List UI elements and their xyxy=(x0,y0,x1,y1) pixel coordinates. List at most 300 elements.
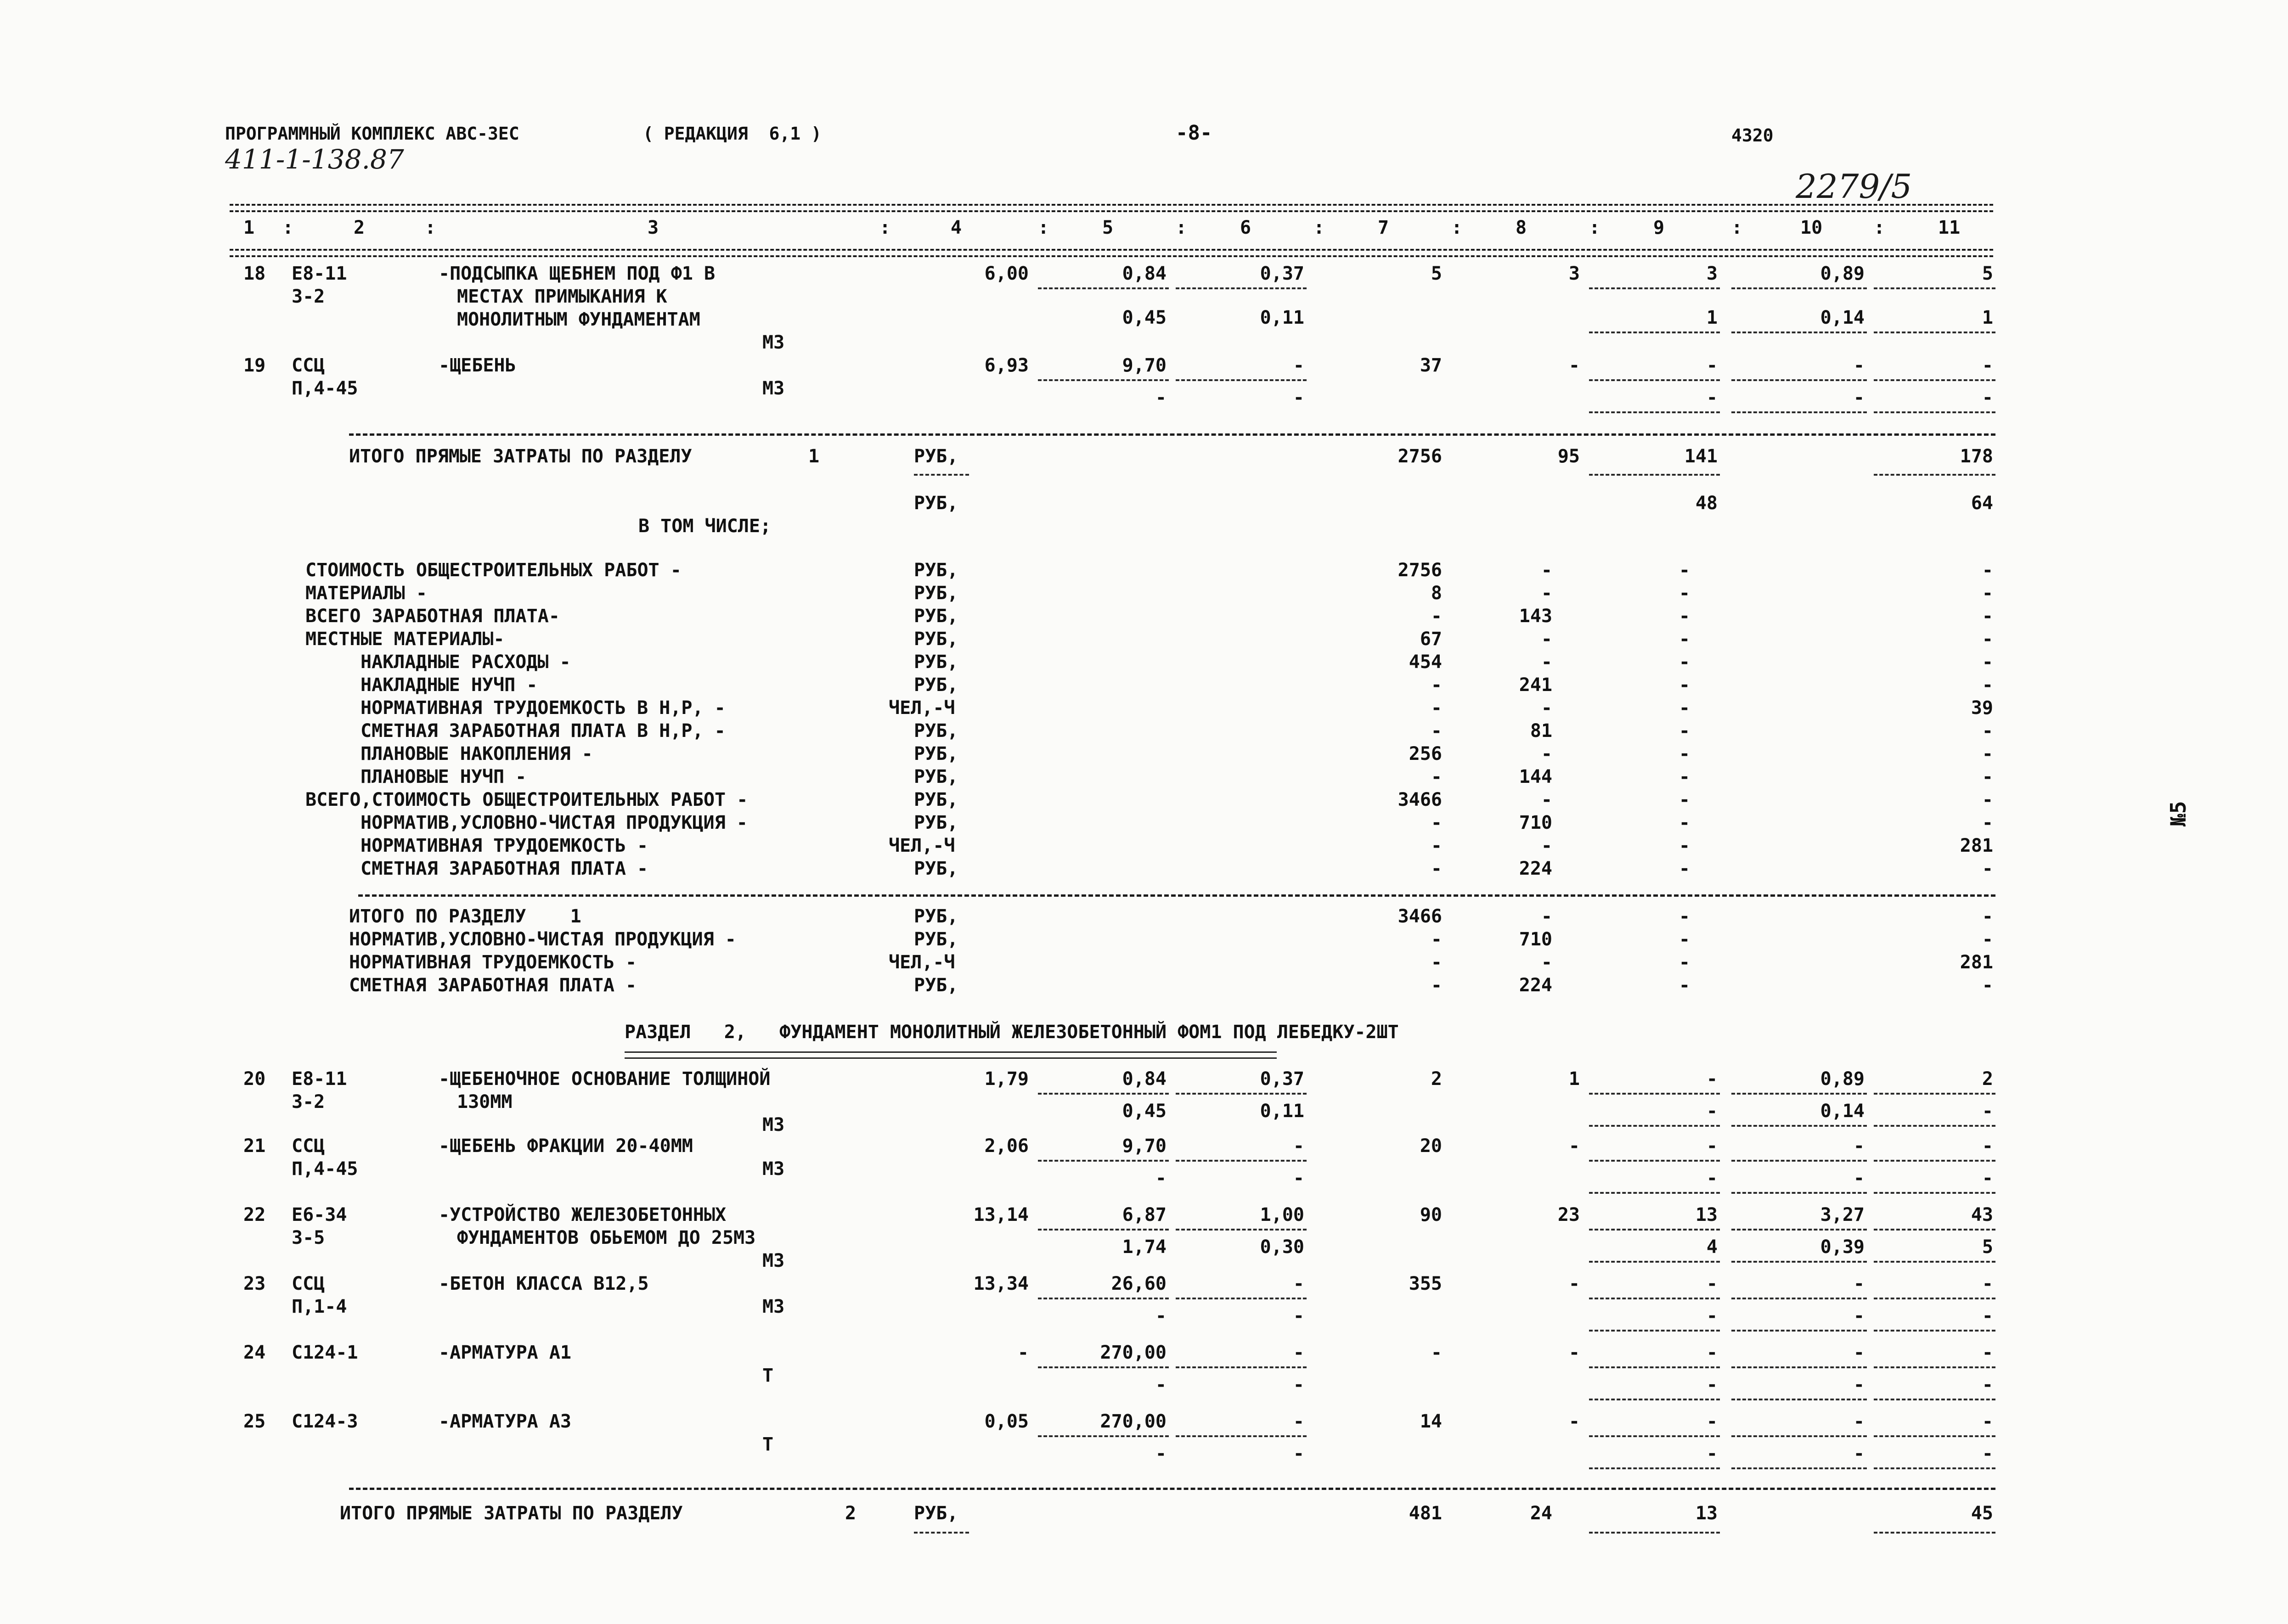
row-unit: М3 xyxy=(762,1296,785,1317)
column-header-11: 11 xyxy=(1938,217,1961,238)
cell-col10: 3,27 xyxy=(1820,1204,1865,1225)
breakdown-col9: - xyxy=(1679,674,1690,696)
breakdown-unit: РУБ, xyxy=(914,629,958,650)
total2-col7: 481 xyxy=(1409,1503,1442,1524)
cell-col6: - xyxy=(1293,1342,1304,1363)
dashed-underline xyxy=(1731,1261,1867,1263)
row-description: МОНОЛИТНЫМ ФУНДАМЕНТАМ xyxy=(457,309,700,330)
dashed-underline xyxy=(1589,1125,1720,1127)
cell-col9-sub: 4 xyxy=(1706,1236,1718,1258)
breakdown-unit: РУБ, xyxy=(914,583,958,604)
total-rule-top xyxy=(349,433,1995,436)
cell-col7: 20 xyxy=(1420,1135,1442,1157)
row-number: 25 xyxy=(243,1411,266,1432)
breakdown-col7: - xyxy=(1431,858,1442,879)
row-description: МЕСТАХ ПРИМЫКАНИЯ К xyxy=(457,286,667,307)
cell-col4: 13,34 xyxy=(973,1273,1029,1294)
section-total-col11: - xyxy=(1982,929,1993,950)
cell-col5-sub: 0,45 xyxy=(1122,307,1167,328)
cell-col6-sub: - xyxy=(1293,387,1304,408)
total2-section: 2 xyxy=(845,1503,857,1524)
breakdown-unit: РУБ, xyxy=(914,789,958,810)
cell-col11: - xyxy=(1982,1273,1993,1294)
section-total-col11: - xyxy=(1982,906,1993,927)
breakdown-col8: - xyxy=(1541,652,1552,673)
breakdown-unit: ЧЕЛ,-Ч xyxy=(889,697,955,719)
total1-col9: 141 xyxy=(1684,446,1718,467)
cell-col10-sub: - xyxy=(1853,1305,1865,1326)
dashed-underline xyxy=(1176,1093,1307,1095)
cell-col11-sub: - xyxy=(1982,1374,1993,1395)
column-separator: : xyxy=(1038,217,1049,238)
dashed-underline xyxy=(1874,1330,1995,1332)
cell-col6: 0,37 xyxy=(1260,263,1304,284)
cell-col7: - xyxy=(1431,1342,1442,1363)
total2-unit: РУБ, xyxy=(914,1503,958,1524)
breakdown-unit: РУБ, xyxy=(914,766,958,787)
row-number: 20 xyxy=(243,1068,266,1090)
column-separator: : xyxy=(282,217,294,238)
cell-col4: 13,14 xyxy=(973,1204,1029,1225)
total1-col11-sub: 64 xyxy=(1971,493,1993,514)
breakdown-col9: - xyxy=(1679,812,1690,833)
total1-col11: 178 xyxy=(1960,446,1993,467)
breakdown-unit: РУБ, xyxy=(914,858,958,879)
breakdown-col9: - xyxy=(1679,743,1690,764)
row-unit: М3 xyxy=(762,378,785,399)
dashed-underline xyxy=(1176,379,1307,381)
cell-col8: 1 xyxy=(1568,1068,1580,1090)
cell-col5-sub: - xyxy=(1155,1374,1167,1395)
row-number: 24 xyxy=(243,1342,266,1363)
dashed-underline xyxy=(1731,1093,1867,1095)
section2-title: РАЗДЕЛ 2, ФУНДАМЕНТ МОНОЛИТНЫЙ ЖЕЛЕЗОБЕТОННЫЙ ФОМ1 ПОД ЛЕБЕДКУ-2ШТ xyxy=(625,1022,1399,1043)
cell-col6-sub: - xyxy=(1293,1305,1304,1326)
column-separator: : xyxy=(1451,217,1463,238)
breakdown-unit: РУБ, xyxy=(914,560,958,581)
dashed-underline xyxy=(1874,1435,1995,1437)
cell-col10-sub: 0,39 xyxy=(1820,1236,1865,1258)
row-description: -БЕТОН КЛАССА В12,5 xyxy=(439,1273,649,1294)
dashed-underline xyxy=(1589,1298,1720,1299)
breakdown-col7: - xyxy=(1431,697,1442,719)
total2-col11: 45 xyxy=(1971,1503,1993,1524)
breakdown-unit: РУБ, xyxy=(914,743,958,764)
breakdown-label: ПЛАНОВЫЕ НАКОПЛЕНИЯ - xyxy=(361,743,593,764)
cell-col9-sub: - xyxy=(1706,1168,1718,1189)
dashed-underline xyxy=(914,1532,969,1534)
dashed-underline xyxy=(1589,1261,1720,1263)
dashed-underline xyxy=(1731,1366,1867,1368)
row-unit: М3 xyxy=(762,1250,785,1271)
section-total-col9: - xyxy=(1679,906,1690,927)
column-header-6: 6 xyxy=(1240,217,1251,238)
cell-col8: 3 xyxy=(1568,263,1580,284)
dashed-underline xyxy=(1038,1229,1169,1231)
breakdown-col8: 710 xyxy=(1519,812,1552,833)
cell-col5-sub: - xyxy=(1155,1168,1167,1189)
breakdown-col9: - xyxy=(1679,697,1690,719)
row-description: -ЩЕБЕНЬ ФРАКЦИИ 20-40ММ xyxy=(439,1135,693,1157)
breakdown-col9: - xyxy=(1679,789,1690,810)
cell-col7: 14 xyxy=(1420,1411,1442,1432)
cell-col10-sub: - xyxy=(1853,1443,1865,1464)
breakdown-unit: РУБ, xyxy=(914,720,958,742)
section-total-rule xyxy=(358,894,1995,897)
dashed-underline xyxy=(1176,1298,1307,1299)
breakdown-col11: - xyxy=(1982,629,1993,650)
section-total-col11: - xyxy=(1982,975,1993,996)
cell-col11: 43 xyxy=(1971,1204,1993,1225)
edition-label: ( РЕДАКЦИЯ 6,1 ) xyxy=(643,124,822,144)
dashed-underline xyxy=(1589,1467,1720,1469)
breakdown-col9: - xyxy=(1679,560,1690,581)
row-code-sub: 3-2 xyxy=(292,286,325,307)
dashed-underline xyxy=(1589,1160,1720,1162)
dashed-underline xyxy=(1874,411,1995,413)
breakdown-col8: - xyxy=(1541,583,1552,604)
breakdown-col8: - xyxy=(1541,697,1552,719)
dashed-underline xyxy=(1874,1298,1995,1299)
cell-col5-sub: - xyxy=(1155,387,1167,408)
dashed-underline xyxy=(1874,1093,1995,1095)
cell-col11: 2 xyxy=(1982,1068,1993,1090)
cell-col9: - xyxy=(1706,1342,1718,1363)
cell-col8: - xyxy=(1568,355,1580,376)
breakdown-col9: - xyxy=(1679,835,1690,856)
cell-col11-sub: 1 xyxy=(1982,307,1993,328)
cell-col8: 23 xyxy=(1557,1204,1580,1225)
cell-col8: - xyxy=(1568,1135,1580,1157)
column-header-8: 8 xyxy=(1516,217,1527,238)
breakdown-label: МЕСТНЫЕ МАТЕРИАЛЫ- xyxy=(305,629,505,650)
dashed-underline xyxy=(1731,287,1867,289)
breakdown-col9: - xyxy=(1679,583,1690,604)
dashed-underline xyxy=(914,474,969,476)
cell-col5: 270,00 xyxy=(1100,1411,1167,1432)
dashed-underline xyxy=(1176,1366,1307,1368)
dashed-underline xyxy=(1731,1125,1867,1127)
total1-section: 1 xyxy=(808,446,820,467)
row-code: ССЦ xyxy=(292,355,325,376)
section-total-label: НОРМАТИВНАЯ ТРУДОЕМКОСТЬ - xyxy=(349,952,637,973)
cell-col4: 6,00 xyxy=(984,263,1029,284)
total1-label: ИТОГО ПРЯМЫЕ ЗАТРАТЫ ПО РАЗДЕЛУ xyxy=(349,446,692,467)
section-total-unit: ЧЕЛ,-Ч xyxy=(889,952,955,973)
cell-col8: - xyxy=(1568,1273,1580,1294)
dashed-underline xyxy=(1589,474,1720,476)
cell-col11: 5 xyxy=(1982,263,1993,284)
breakdown-col11: - xyxy=(1982,789,1993,810)
cell-col5: 9,70 xyxy=(1122,355,1167,376)
breakdown-label: ПЛАНОВЫЕ НУЧП - xyxy=(361,766,527,787)
column-separator: : xyxy=(1874,217,1885,238)
breakdown-col7: 454 xyxy=(1409,652,1442,673)
breakdown-col8: 143 xyxy=(1519,606,1552,627)
cell-col5-sub: 0,45 xyxy=(1122,1101,1167,1122)
row-number: 23 xyxy=(243,1273,266,1294)
cell-col6: 1,00 xyxy=(1260,1204,1304,1225)
breakdown-col11: - xyxy=(1982,652,1993,673)
row-code: ССЦ xyxy=(292,1135,325,1157)
page-number: -8- xyxy=(1176,121,1212,145)
dashed-underline xyxy=(1731,1160,1867,1162)
section2-title-underline xyxy=(625,1051,1277,1059)
breakdown-col9: - xyxy=(1679,652,1690,673)
dashed-underline xyxy=(1589,332,1720,333)
dashed-underline xyxy=(1731,1467,1867,1469)
row-code: Е8-11 xyxy=(292,1068,347,1090)
cell-col9-sub: - xyxy=(1706,1443,1718,1464)
dashed-underline xyxy=(1731,332,1867,333)
cell-col5: 0,84 xyxy=(1122,263,1167,284)
row-code: С124-3 xyxy=(292,1411,358,1432)
row-code: С124-1 xyxy=(292,1342,358,1363)
row-code: Е6-34 xyxy=(292,1204,347,1225)
row-description: 130ММ xyxy=(457,1091,513,1113)
dashed-underline xyxy=(1874,1160,1995,1162)
column-header-2: 2 xyxy=(354,217,365,238)
cell-col7: 5 xyxy=(1431,263,1442,284)
cell-col6-sub: - xyxy=(1293,1168,1304,1189)
breakdown-col8: - xyxy=(1541,560,1552,581)
dashed-underline xyxy=(1874,332,1995,333)
dashed-underline xyxy=(1038,1160,1169,1162)
section-total-col9: - xyxy=(1679,929,1690,950)
header-bottom-rule xyxy=(230,249,1993,257)
cell-col6: - xyxy=(1293,1411,1304,1432)
row-description: -ЩЕБЕНОЧНОЕ ОСНОВАНИЕ ТОЛЩИНОЙ xyxy=(439,1068,771,1090)
column-header-4: 4 xyxy=(951,217,962,238)
breakdown-unit: РУБ, xyxy=(914,606,958,627)
breakdown-col11: - xyxy=(1982,812,1993,833)
cell-col11: - xyxy=(1982,355,1993,376)
cell-col11: - xyxy=(1982,1342,1993,1363)
breakdown-col8: - xyxy=(1541,835,1552,856)
breakdown-col9: - xyxy=(1679,629,1690,650)
breakdown-col7: - xyxy=(1431,606,1442,627)
cell-col4: 0,05 xyxy=(984,1411,1029,1432)
cell-col9-sub: 1 xyxy=(1706,307,1718,328)
dashed-underline xyxy=(1731,1298,1867,1299)
cell-col9: - xyxy=(1706,1135,1718,1157)
row-unit: М3 xyxy=(762,1114,785,1135)
column-header-5: 5 xyxy=(1102,217,1114,238)
cell-col11-sub: - xyxy=(1982,1168,1993,1189)
dashed-underline xyxy=(1589,1532,1720,1534)
cell-col10-sub: - xyxy=(1853,1168,1865,1189)
dashed-underline xyxy=(1874,1229,1995,1231)
doc-code: 4320 xyxy=(1731,125,1774,146)
handwritten-sheet-number: 2279/5 xyxy=(1796,167,1912,206)
cell-col5: 9,70 xyxy=(1122,1135,1167,1157)
total1-unit2: РУБ, xyxy=(914,493,958,514)
row-code-sub: П,4-45 xyxy=(292,1158,358,1180)
cell-col7: 355 xyxy=(1409,1273,1442,1294)
dashed-underline xyxy=(1874,1125,1995,1127)
breakdown-label: НОРМАТИВНАЯ ТРУДОЕМКОСТЬ - xyxy=(361,835,648,856)
dashed-underline xyxy=(1874,287,1995,289)
cell-col10: - xyxy=(1853,1135,1865,1157)
section-total-col9: - xyxy=(1679,975,1690,996)
breakdown-col9: - xyxy=(1679,766,1690,787)
cell-col9-sub: - xyxy=(1706,387,1718,408)
dashed-underline xyxy=(1589,1399,1720,1400)
breakdown-col11: - xyxy=(1982,766,1993,787)
cell-col6-sub: 0,11 xyxy=(1260,307,1304,328)
breakdown-col7: 8 xyxy=(1431,583,1442,604)
cell-col11: - xyxy=(1982,1411,1993,1432)
cell-col6-sub: 0,30 xyxy=(1260,1236,1304,1258)
dashed-underline xyxy=(1176,1435,1307,1437)
row-description: -АРМАТУРА А1 xyxy=(439,1342,571,1363)
breakdown-col11: - xyxy=(1982,606,1993,627)
total1-col9-sub: 48 xyxy=(1695,493,1718,514)
total2-col9: 13 xyxy=(1695,1503,1718,1524)
cell-col9-sub: - xyxy=(1706,1374,1718,1395)
header-top-rule xyxy=(230,204,1993,212)
column-separator: : xyxy=(425,217,436,238)
cell-col7: 2 xyxy=(1431,1068,1442,1090)
program-title: ПРОГРАММНЫЙ КОМПЛЕКС АВС-3ЕС xyxy=(225,124,519,144)
breakdown-col8: - xyxy=(1541,743,1552,764)
cell-col10: - xyxy=(1853,1411,1865,1432)
section-total-col7: 3466 xyxy=(1398,906,1442,927)
breakdown-col7: - xyxy=(1431,766,1442,787)
column-header-10: 10 xyxy=(1800,217,1823,238)
cell-col10: - xyxy=(1853,1342,1865,1363)
cell-col11-sub: - xyxy=(1982,1443,1993,1464)
column-separator: : xyxy=(1176,217,1187,238)
breakdown-col11: - xyxy=(1982,858,1993,879)
dashed-underline xyxy=(1874,379,1995,381)
column-separator: : xyxy=(879,217,891,238)
column-header-1: 1 xyxy=(243,217,255,238)
breakdown-col11: 281 xyxy=(1960,835,1993,856)
cell-col7: 37 xyxy=(1420,355,1442,376)
section-total-col8: - xyxy=(1541,952,1552,973)
cell-col6: - xyxy=(1293,1135,1304,1157)
total1-col8: 95 xyxy=(1557,446,1580,467)
breakdown-col7: - xyxy=(1431,812,1442,833)
cell-col9: - xyxy=(1706,1411,1718,1432)
breakdown-col7: 256 xyxy=(1409,743,1442,764)
dashed-underline xyxy=(1731,1330,1867,1332)
section-total-col8: - xyxy=(1541,906,1552,927)
cell-col11: - xyxy=(1982,1135,1993,1157)
total1-col7: 2756 xyxy=(1398,446,1442,467)
row-code-sub: П,4-45 xyxy=(292,378,358,399)
total1-unit: РУБ, xyxy=(914,446,958,467)
dashed-underline xyxy=(1038,1435,1169,1437)
cell-col5: 0,84 xyxy=(1122,1068,1167,1090)
dashed-underline xyxy=(1731,411,1867,413)
dashed-underline xyxy=(1731,1435,1867,1437)
row-unit: М3 xyxy=(762,1158,785,1180)
cell-col6-sub: - xyxy=(1293,1443,1304,1464)
breakdown-label: НАКЛАДНЫЕ НУЧП - xyxy=(361,674,538,696)
cell-col10: 0,89 xyxy=(1820,1068,1865,1090)
cell-col6: 0,37 xyxy=(1260,1068,1304,1090)
breakdown-label: СМЕТНАЯ ЗАРАБОТНАЯ ПЛАТА В Н,Р, - xyxy=(361,720,726,742)
breakdown-col11: - xyxy=(1982,583,1993,604)
dashed-underline xyxy=(1176,287,1307,289)
section-total-col11: 281 xyxy=(1960,952,1993,973)
dashed-underline xyxy=(1038,1366,1169,1368)
cell-col10: 0,89 xyxy=(1820,263,1865,284)
breakdown-label: ВСЕГО,СТОИМОСТЬ ОБЩЕСТРОИТЕЛЬНЫХ РАБОТ - xyxy=(305,789,748,810)
section-total-col8: 710 xyxy=(1519,929,1552,950)
breakdown-col7: 2756 xyxy=(1398,560,1442,581)
row-number: 22 xyxy=(243,1204,266,1225)
cell-col5-sub: 1,74 xyxy=(1122,1236,1167,1258)
breakdown-col11: - xyxy=(1982,674,1993,696)
section-total-label: СМЕТНАЯ ЗАРАБОТНАЯ ПЛАТА - xyxy=(349,975,637,996)
dashed-underline xyxy=(1731,1229,1867,1231)
cell-col11-sub: - xyxy=(1982,1305,1993,1326)
breakdown-col7: - xyxy=(1431,674,1442,696)
dashed-underline xyxy=(1038,287,1169,289)
dashed-underline xyxy=(1038,379,1169,381)
cell-col9: 3 xyxy=(1706,263,1718,284)
row-code-sub: 3-2 xyxy=(292,1091,325,1113)
section-total-col9: - xyxy=(1679,952,1690,973)
row-unit: Т xyxy=(762,1434,774,1455)
section-total-label: НОРМАТИВ,УСЛОВНО-ЧИСТАЯ ПРОДУКЦИЯ - xyxy=(349,929,736,950)
side-mark: №5 xyxy=(2166,801,2191,826)
column-separator: : xyxy=(1731,217,1743,238)
row-description: -ЩЕБЕНЬ xyxy=(439,355,516,376)
cell-col4: 2,06 xyxy=(984,1135,1029,1157)
dashed-underline xyxy=(1731,1399,1867,1400)
section-total-unit: РУБ, xyxy=(914,975,958,996)
cell-col8: - xyxy=(1568,1342,1580,1363)
cell-col9-sub: - xyxy=(1706,1305,1718,1326)
cell-col6-sub: - xyxy=(1293,1374,1304,1395)
row-description: -ПОДСЫПКА ЩЕБНЕМ ПОД Ф1 В xyxy=(439,263,716,284)
breakdown-col7: 67 xyxy=(1420,629,1442,650)
cell-col5-sub: - xyxy=(1155,1443,1167,1464)
cell-col11-sub: - xyxy=(1982,1101,1993,1122)
column-header-7: 7 xyxy=(1378,217,1389,238)
breakdown-label: НОРМАТИВ,УСЛОВНО-ЧИСТАЯ ПРОДУКЦИЯ - xyxy=(361,812,748,833)
dashed-underline xyxy=(1874,1261,1995,1263)
column-header-3: 3 xyxy=(648,217,659,238)
cell-col10: - xyxy=(1853,1273,1865,1294)
breakdown-col8: - xyxy=(1541,789,1552,810)
breakdown-col8: 241 xyxy=(1519,674,1552,696)
column-separator: : xyxy=(1589,217,1600,238)
dashed-underline xyxy=(1176,1160,1307,1162)
dashed-underline xyxy=(1589,411,1720,413)
cell-col5: 270,00 xyxy=(1100,1342,1167,1363)
breakdown-col11: - xyxy=(1982,720,1993,742)
breakdown-col7: - xyxy=(1431,720,1442,742)
row-description: -АРМАТУРА А3 xyxy=(439,1411,571,1432)
breakdown-col7: - xyxy=(1431,835,1442,856)
dashed-underline xyxy=(1589,287,1720,289)
breakdown-label: НОРМАТИВНАЯ ТРУДОЕМКОСТЬ В Н,Р, - xyxy=(361,697,726,719)
breakdown-label: СТОИМОСТЬ ОБЩЕСТРОИТЕЛЬНЫХ РАБОТ - xyxy=(305,560,682,581)
dashed-underline xyxy=(1589,379,1720,381)
dashed-underline xyxy=(1874,1399,1995,1400)
breakdown-col7: 3466 xyxy=(1398,789,1442,810)
dashed-underline xyxy=(1589,1366,1720,1368)
breakdown-col11: - xyxy=(1982,560,1993,581)
column-header-9: 9 xyxy=(1653,217,1665,238)
dashed-underline xyxy=(1038,1093,1169,1095)
cell-col10-sub: - xyxy=(1853,387,1865,408)
